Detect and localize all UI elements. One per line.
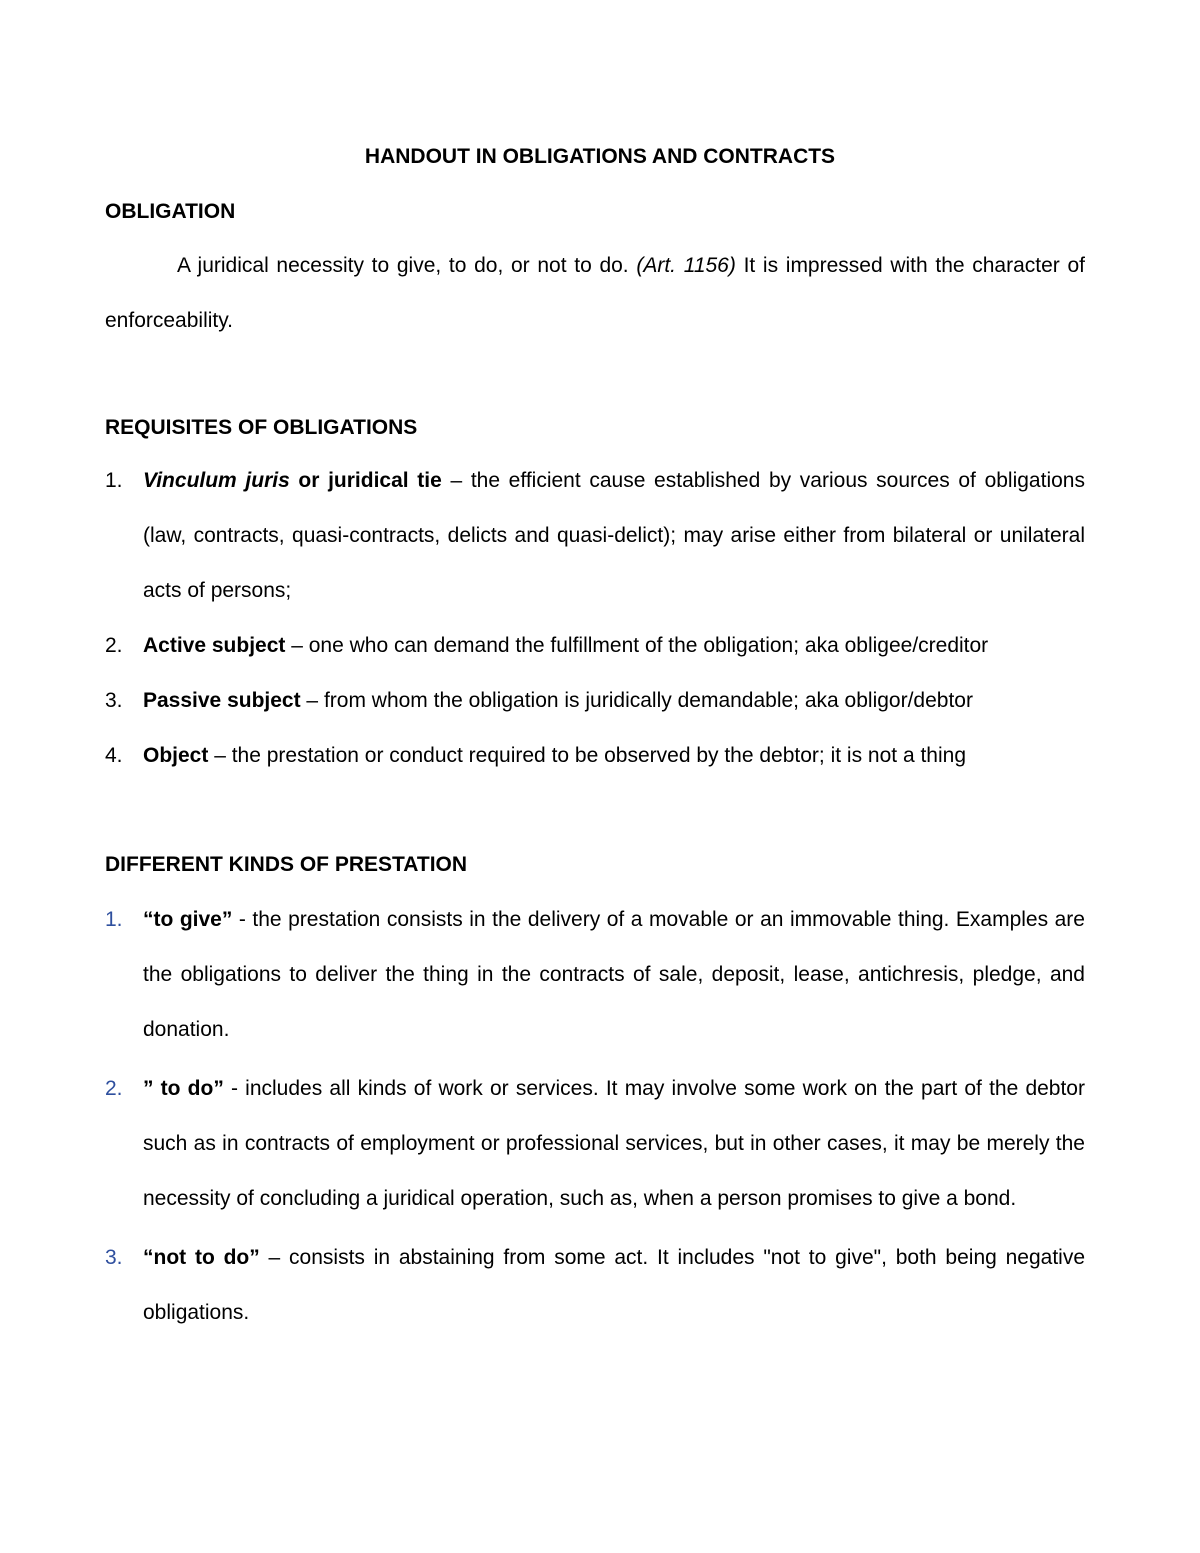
list-number: 4. (105, 744, 123, 767)
list-item (105, 673, 1085, 728)
list-number: 1. (105, 908, 123, 931)
prestation-heading: DIFFERENT KINDS OF PRESTATION (105, 853, 468, 876)
list-number: 3. (105, 1246, 123, 1269)
prestation-term: ” to do” (143, 1077, 224, 1100)
requisite-text: – one who can demand the fulfillment of the obligation; aka obligee/creditor (285, 634, 989, 657)
prestation-list (105, 892, 1085, 1340)
obligation-definition-paragraph (105, 238, 1085, 348)
list-number: 1. (105, 469, 123, 492)
list-item (105, 453, 1085, 618)
prestation-term: “not to do” (143, 1246, 260, 1269)
requisite-term: Object (143, 744, 209, 767)
document-title: HANDOUT IN OBLIGATIONS AND CONTRACTS (364, 145, 836, 168)
prestation-term: “to give” (143, 908, 233, 931)
prestation-text: - includes all kinds of work or services. It may involve some work on the part of the debtor such as in contracts of employment or professional services, but in other cases, it may be merely the necessity of concluding a juridical operation, such as, when a person promises to give a bond. (143, 1077, 1085, 1210)
list-number: 3. (105, 689, 123, 712)
requisite-text: – from whom the obligation is juridically demandable; aka obligor/debtor (300, 689, 973, 712)
requisite-term: Active subject (143, 634, 286, 657)
list-item (105, 1230, 1085, 1340)
list-item (105, 728, 1085, 783)
prestation-text: - the prestation consists in the delivery of a movable or an immovable thing. Examples are the obligations to deliver the thing in the contracts of sale, deposit, lease, antichresis, pledge, and donation. (143, 908, 1085, 1041)
obligation-definition: A juridical necessity to give, to do, or not to do. (177, 254, 629, 277)
list-number: 2. (105, 634, 123, 657)
requisite-term: Passive subject (143, 689, 301, 712)
list-item (105, 1061, 1085, 1226)
list-item (105, 618, 1085, 673)
prestation-text: – consists in abstaining from some act. It includes "not to give", both being negative obligations. (143, 1246, 1086, 1324)
requisite-text: – the prestation or conduct required to be observed by the debtor; it is not a thing (208, 744, 966, 767)
article-citation: (Art. 1156) (636, 254, 736, 277)
obligation-continuation: It is impressed with the character of enforceability. (105, 254, 1085, 332)
requisite-term: or juridical tie (289, 469, 442, 492)
requisite-text: – the efficient cause established by various sources of obligations (law, contracts, quasi-contracts, delicts and quasi-delict); may arise either from bilateral or unilateral acts of persons; (143, 469, 1085, 602)
requisite-term-italic: Vinculum juris (143, 469, 290, 492)
requisites-list (105, 453, 1085, 783)
requisites-heading: REQUISITES OF OBLIGATIONS (105, 416, 418, 439)
list-number: 2. (105, 1077, 123, 1100)
list-item (105, 892, 1085, 1057)
obligation-heading: OBLIGATION (105, 200, 236, 223)
